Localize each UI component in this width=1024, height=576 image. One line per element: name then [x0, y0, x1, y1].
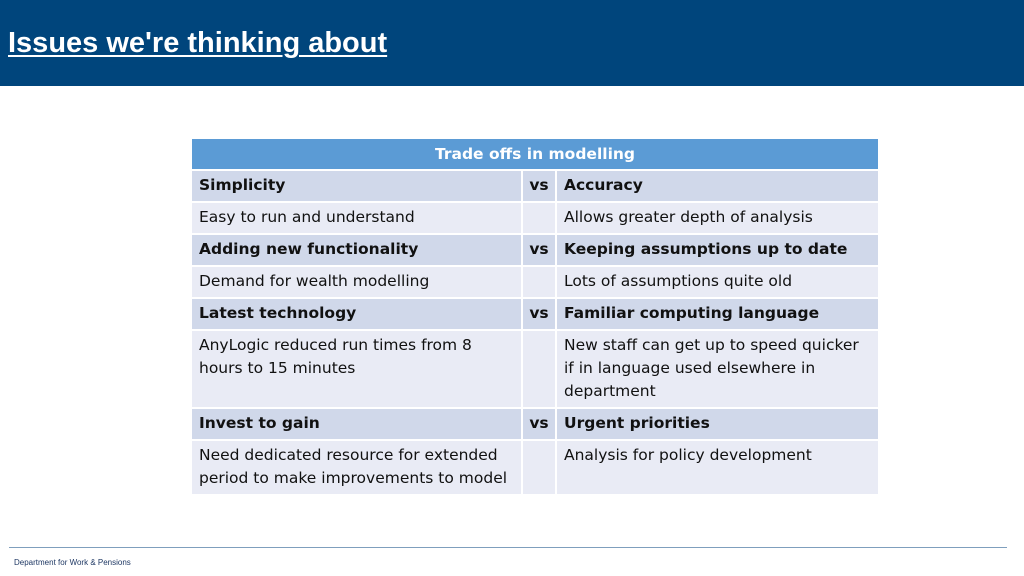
tradeoffs-table-container — [192, 139, 878, 496]
tradeoff-left-cell: Latest technology — [192, 298, 522, 330]
table-header-row — [192, 139, 878, 170]
table-row — [192, 170, 878, 202]
footer-organisation: Department for Work & Pensions — [14, 558, 131, 567]
detail-left-cell: Demand for wealth modelling — [192, 266, 522, 298]
tradeoff-right-cell: Urgent priorities — [556, 408, 878, 440]
empty-middle-cell — [522, 266, 556, 298]
versus-cell: vs — [522, 234, 556, 266]
versus-cell: vs — [522, 170, 556, 202]
table-row — [192, 266, 878, 298]
detail-right-cell: New staff can get up to speed quicker if in language used elsewhere in department — [556, 330, 878, 408]
versus-cell: vs — [522, 408, 556, 440]
detail-right-cell: Lots of assumptions quite old — [556, 266, 878, 298]
detail-left-cell: AnyLogic reduced run times from 8 hours to 15 minutes — [192, 330, 522, 408]
table-row — [192, 234, 878, 266]
table-row — [192, 408, 878, 440]
table-row — [192, 440, 878, 495]
table-heading: Trade offs in modelling — [192, 139, 878, 170]
tradeoff-left-cell: Simplicity — [192, 170, 522, 202]
empty-middle-cell — [522, 330, 556, 408]
tradeoff-right-cell: Familiar computing language — [556, 298, 878, 330]
title-bar — [0, 0, 1024, 86]
detail-left-cell: Need dedicated resource for extended period to make improvements to model — [192, 440, 522, 495]
page-title: Issues we're thinking about — [8, 27, 388, 59]
empty-middle-cell — [522, 440, 556, 495]
detail-right-cell: Analysis for policy development — [556, 440, 878, 495]
table-row — [192, 202, 878, 234]
tradeoff-left-cell: Adding new functionality — [192, 234, 522, 266]
detail-right-cell: Allows greater depth of analysis — [556, 202, 878, 234]
tradeoff-left-cell: Invest to gain — [192, 408, 522, 440]
tradeoffs-table — [192, 139, 878, 496]
table-row — [192, 330, 878, 408]
detail-left-cell: Easy to run and understand — [192, 202, 522, 234]
table-row — [192, 298, 878, 330]
tradeoff-right-cell: Accuracy — [556, 170, 878, 202]
tradeoff-right-cell: Keeping assumptions up to date — [556, 234, 878, 266]
versus-cell: vs — [522, 298, 556, 330]
empty-middle-cell — [522, 202, 556, 234]
footer-divider — [9, 547, 1007, 548]
